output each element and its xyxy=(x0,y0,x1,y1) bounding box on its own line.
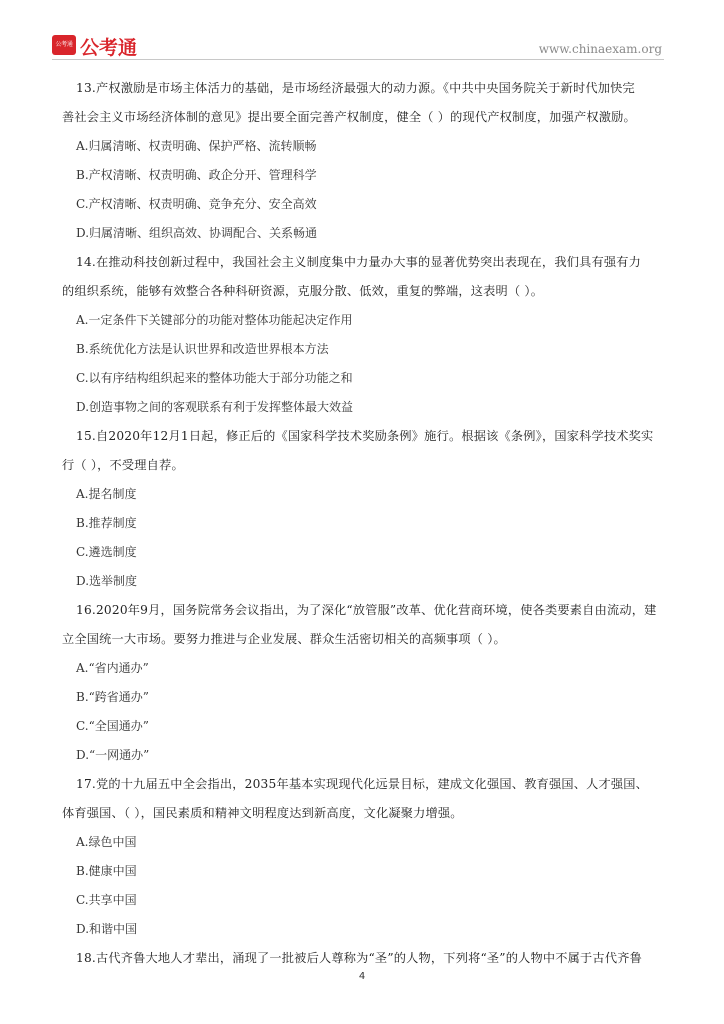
question-17-line-2: 体育强国、（ ），国民素质和精神文明程度达到新高度，文化凝聚力增强。 xyxy=(62,806,463,820)
question-16-line-2: 立全国统一大市场。要努力推进与企业发展、群众生活密切相关的高频事项（ ）。 xyxy=(62,632,506,646)
logo-text: 公考通 xyxy=(80,37,138,59)
question-16-option-b: B.“跨省通办” xyxy=(76,690,149,704)
question-15-option-c: C.遴选制度 xyxy=(76,545,137,559)
question-17-line-1: 17.党的十九届五中全会指出，2035年基本实现现代化远景目标，建成文化强国、教育强国、人才强国、 xyxy=(76,777,649,791)
question-13-option-a: A.归属清晰、权责明确、保护严格、流转顺畅 xyxy=(76,139,317,153)
question-16-line-1: 16.2020年9月，国务院常务会议指出，为了深化“放管服”改革、优化营商环境，使各类要素自由流动，建 xyxy=(76,603,657,617)
question-14-option-b: B.系统优化方法是认识世界和改造世界根本方法 xyxy=(76,342,329,356)
question-15-option-a: A.提名制度 xyxy=(76,487,137,501)
header-divider xyxy=(52,59,664,60)
question-13-line-2: 善社会主义市场经济体制的意见》提出要全面完善产权制度，健全（ ）的现代产权制度，加强产权激励。 xyxy=(62,110,636,124)
question-14-line-2: 的组织系统，能够有效整合各种科研资源，克服分散、低效，重复的弊端，这表明（ ）。 xyxy=(62,284,544,298)
question-15-option-b: B.推荐制度 xyxy=(76,516,137,530)
question-15-line-2: 行（ ），不受理自荐。 xyxy=(62,458,184,472)
question-13-option-d: D.归属清晰、组织高效、协调配合、关系畅通 xyxy=(76,226,318,240)
question-16-option-c: C.“全国通办” xyxy=(76,719,149,733)
site-url: www.chinaexam.org xyxy=(538,42,662,56)
question-14-line-1: 14.在推动科技创新过程中，我国社会主义制度集中力量办大事的显著优势突出表现在，我们具有强有力 xyxy=(76,255,642,269)
question-17-option-c: C.共享中国 xyxy=(76,893,137,907)
question-15-option-d: D.选举制度 xyxy=(76,574,138,588)
document-body xyxy=(62,74,670,973)
page-header xyxy=(0,0,724,62)
question-17-option-b: B.健康中国 xyxy=(76,864,137,878)
question-16-option-d: D.“一网通办” xyxy=(76,748,150,762)
question-13-option-b: B.产权清晰、权责明确、政企分开、管理科学 xyxy=(76,168,317,182)
question-14-option-d: D.创造事物之间的客观联系有利于发挥整体最大效益 xyxy=(76,400,354,414)
question-16-option-a: A.“省内通办” xyxy=(76,661,149,675)
question-17-option-a: A.绿色中国 xyxy=(76,835,137,849)
question-17-option-d: D.和谐中国 xyxy=(76,922,138,936)
question-13-line-1: 13.产权激励是市场主体活力的基础，是市场经济最强大的动力源。《中共中央国务院关于新时代加快完 xyxy=(76,81,635,95)
question-14-option-c: C.以有序结构组织起来的整体功能大于部分功能之和 xyxy=(76,371,353,385)
question-15-line-1: 15.自2020年12月1日起，修正后的《国家科学技术奖励条例》施行。根据该《条例》，国家科学技术奖实 xyxy=(76,429,654,443)
question-13-option-c: C.产权清晰、权责明确、竞争充分、安全高效 xyxy=(76,197,317,211)
logo-badge: 公考通 xyxy=(52,35,76,55)
question-14-option-a: A.一定条件下关键部分的功能对整体功能起决定作用 xyxy=(76,313,353,327)
question-18-line-1: 18.古代齐鲁大地人才辈出，涌现了一批被后人尊称为“圣”的人物，下列将“圣”的人物中不属于古代齐鲁 xyxy=(76,951,642,965)
page-number: 4 xyxy=(358,971,366,982)
